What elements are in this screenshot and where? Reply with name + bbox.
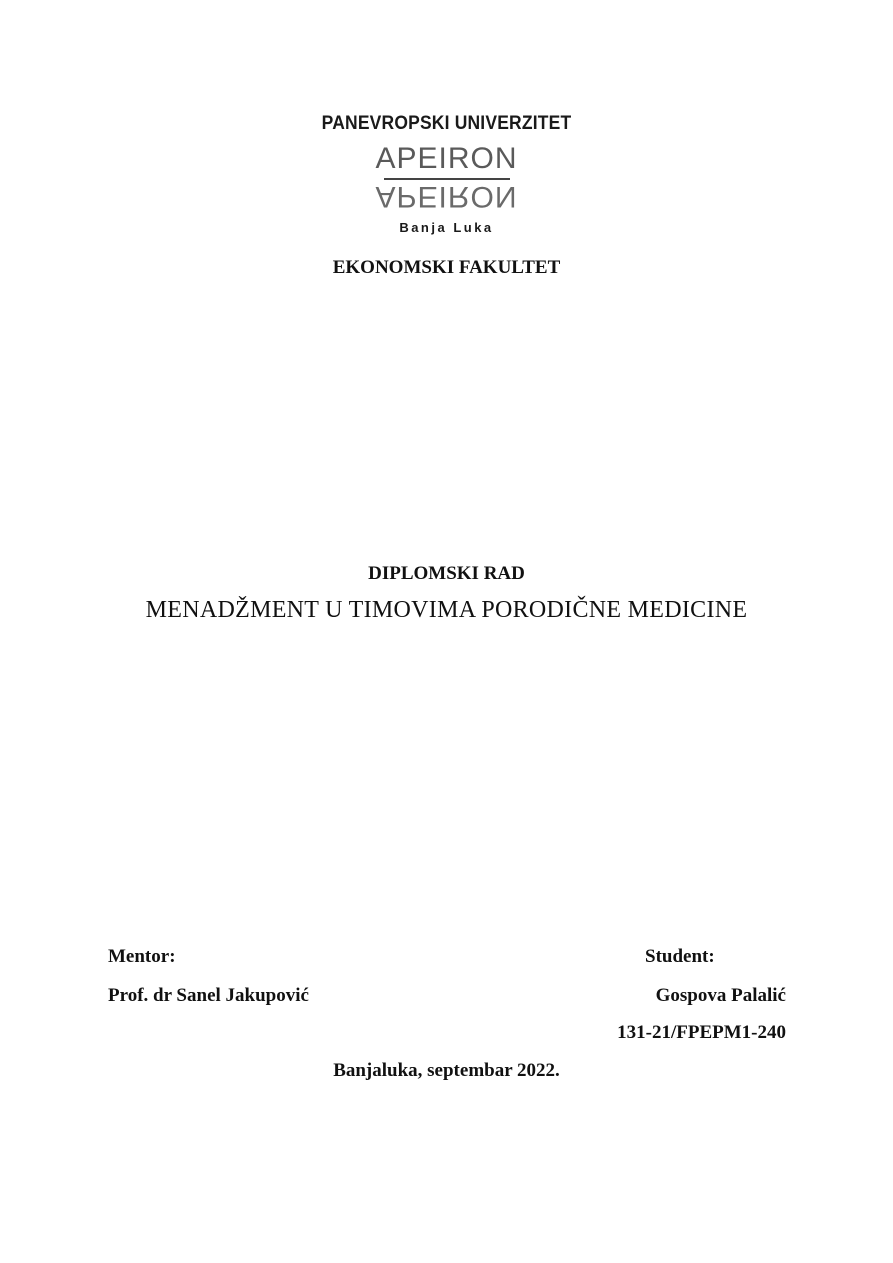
thesis-type: DIPLOMSKI RAD [368,563,525,584]
logo-apeiron-mirrored: APEIRON [375,180,518,213]
mentor-label: Mentor: [108,946,176,967]
logo-city: Banja Luka [399,220,494,235]
faculty-name: EKONOMSKI FAKULTET [332,257,561,278]
logo-apeiron: APEIRON [375,142,518,175]
mentor-name: Prof. dr Sanel Jakupović [108,985,309,1006]
place-date: Banjaluka, septembar 2022. [333,1060,560,1081]
student-label: Student: [645,946,715,967]
logo-university-name: PANEVROPSKI UNIVERZITET [321,113,572,134]
student-name: Gospova Palalić [655,985,786,1006]
thesis-title: MENADŽMENT U TIMOVIMA PORODIČNE MEDICINE [145,597,748,623]
student-index: 131-21/FPEPM1-240 [617,1022,786,1043]
